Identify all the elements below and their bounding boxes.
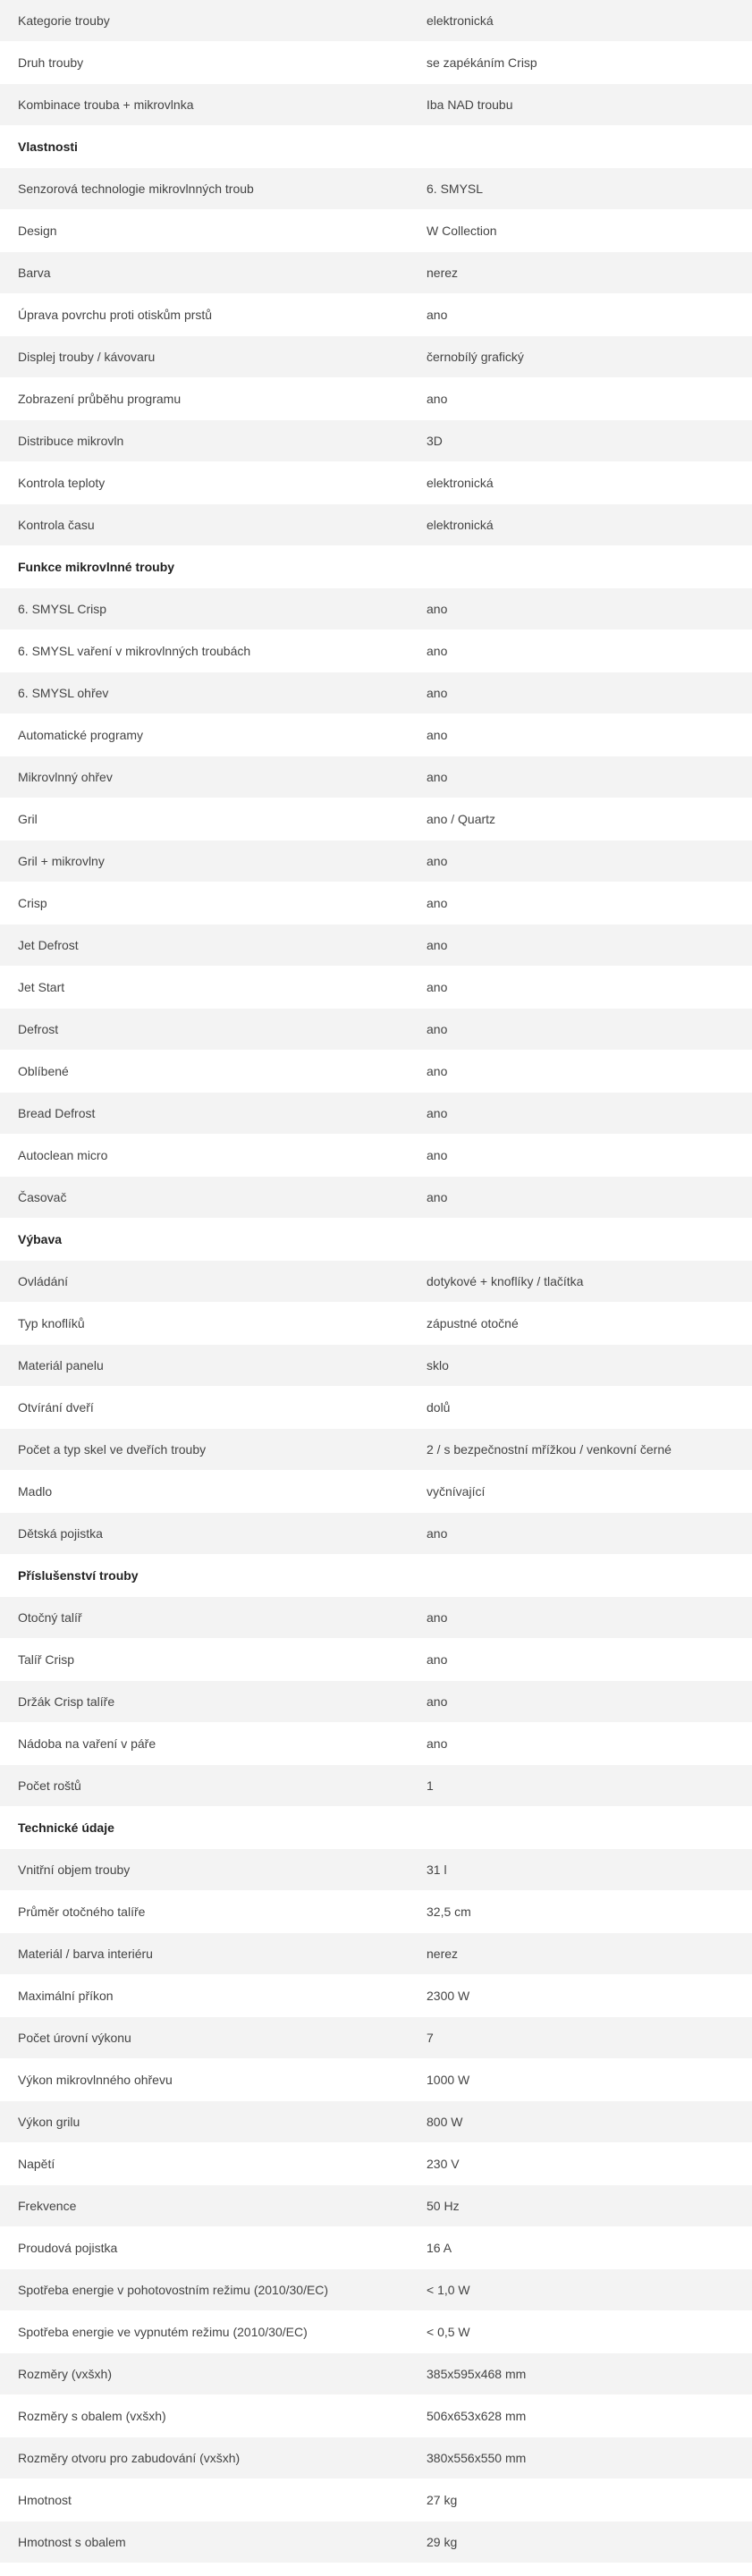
section-heading: Příslušenství trouby [18,1568,139,1583]
spec-name: Jet Defrost [18,938,79,952]
spec-name: Talíř Crisp [18,1652,75,1667]
spec-value: ano [427,686,448,700]
spec-row [0,1345,752,1386]
spec-row [0,967,752,1008]
spec-value: 380x556x550 mm [427,2451,527,2465]
section-heading: Vlastnosti [18,139,78,154]
spec-row [0,294,752,335]
spec-value: ano [427,1694,448,1709]
section-heading-row [0,126,752,167]
spec-row [0,1681,752,1722]
spec-value: černobílý grafický [427,350,524,364]
spec-name: Vnitřní objem trouby [18,1862,131,1877]
spec-row [0,2395,752,2437]
spec-value: < 1,0 W [427,2283,470,2297]
spec-value: ano [427,1736,448,1751]
spec-value: 2300 W [427,1989,470,2003]
spec-value: elektronická [427,476,494,490]
spec-row [0,1387,752,1428]
spec-row [0,1093,752,1134]
spec-value: ano [427,1652,448,1667]
spec-row [0,1975,752,2016]
spec-value: ano [427,1022,448,1036]
spec-name: Mikrovlnný ohřev [18,770,113,784]
spec-value: ano [427,854,448,868]
spec-row [0,1261,752,1302]
spec-value: zápustné otočné [427,1316,519,1330]
section-heading: Výbava [18,1232,63,1246]
spec-value: ano [427,896,448,910]
spec-name: Napětí [18,2157,55,2171]
spec-row [0,714,752,756]
spec-value: 800 W [427,2115,463,2129]
spec-value: ano [427,1610,448,1625]
spec-row [0,504,752,545]
spec-row [0,2185,752,2226]
spec-name: Frekvence [18,2199,77,2213]
spec-name: Otvírání dveří [18,1400,94,1415]
spec-name: Kombinace trouba + mikrovlnka [18,97,194,112]
spec-row [0,168,752,209]
spec-value: ano [427,1526,448,1541]
spec-row [0,1933,752,1974]
spec-row [0,2059,752,2100]
spec-value: W Collection [427,224,497,238]
spec-name: Zobrazení průběhu programu [18,392,182,406]
spec-value: 50 Hz [427,2199,460,2213]
spec-row [0,2437,752,2479]
spec-row [0,2143,752,2184]
spec-value: dolů [427,1400,451,1415]
spec-name: Autoclean micro [18,1148,108,1162]
spec-value: ano [427,1064,448,1078]
spec-value: ano [427,644,448,658]
spec-name: Gril [18,812,38,826]
spec-value: 3D [427,434,443,448]
spec-row [0,588,752,629]
spec-name: Rozměry s obalem (vxšxh) [18,2409,166,2423]
spec-name: Držák Crisp talíře [18,1694,115,1709]
spec-name: Nádoba na vaření v páře [18,1736,156,1751]
spec-value: < 0,5 W [427,2325,470,2339]
spec-name: Materiál panelu [18,1358,104,1372]
spec-value: 230 V [427,2157,460,2171]
spec-row [0,883,752,924]
spec-name: Defrost [18,1022,59,1036]
spec-value: ano [427,308,448,322]
spec-value: sklo [427,1358,449,1372]
spec-name: Jet Start [18,980,65,994]
spec-name: Spotřeba energie v pohotovostním režimu (2010/30/EC) [18,2283,329,2297]
spec-row [0,1135,752,1176]
spec-value: 6. SMYSL [427,182,484,196]
spec-row [0,42,752,83]
spec-name: Kategorie trouby [18,13,110,28]
spec-name: Senzorová technologie mikrovlnných troub [18,182,254,196]
spec-value: 29 kg [427,2535,458,2549]
spec-name: Dětská pojistka [18,1526,103,1541]
spec-row [0,2227,752,2268]
spec-name: Otočný talíř [18,1610,82,1625]
spec-row [0,1051,752,1092]
spec-value: ano [427,1106,448,1120]
spec-value: ano [427,1190,448,1204]
spec-row [0,2479,752,2521]
spec-value: ano [427,728,448,742]
spec-value: 32,5 cm [427,1905,471,1919]
spec-row [0,1597,752,1638]
spec-name: Automatické programy [18,728,144,742]
spec-row [0,1849,752,1890]
spec-value: 1000 W [427,2073,470,2087]
spec-value: se zapékáním Crisp [427,55,537,70]
spec-name: Počet úrovní výkonu [18,2031,131,2045]
spec-name: 6. SMYSL vaření v mikrovlnných troubách [18,644,251,658]
spec-name: Gril + mikrovlny [18,854,105,868]
spec-name: Rozměry (vxšxh) [18,2367,113,2381]
spec-name: Hmotnost s obalem [18,2535,126,2549]
spec-row [0,0,752,41]
spec-name: Počet roštů [18,1778,81,1793]
spec-row [0,2101,752,2142]
spec-value: ano [427,1148,448,1162]
spec-value: ano [427,770,448,784]
section-heading: Funkce mikrovlnné trouby [18,560,175,574]
spec-row [0,1765,752,1806]
spec-row [0,1513,752,1554]
spec-name: Časovač [18,1190,67,1204]
section-heading-row [0,1219,752,1260]
spec-row [0,2353,752,2394]
section-heading-row [0,1807,752,1848]
spec-name: Rozměry otvoru pro zabudování (vxšxh) [18,2451,241,2465]
spec-row [0,630,752,671]
spec-value: 27 kg [427,2493,458,2507]
spec-name: Oblíbené [18,1064,69,1078]
spec-value: nerez [427,266,459,280]
spec-name: Výkon mikrovlnného ohřevu [18,2073,173,2087]
spec-value: ano [427,980,448,994]
section-heading: Technické údaje [18,1820,114,1835]
spec-name: Displej trouby / kávovaru [18,350,156,364]
spec-row [0,336,752,377]
section-heading-row [0,1555,752,1596]
spec-value: elektronická [427,518,494,532]
spec-row [0,672,752,714]
spec-value: nerez [427,1947,459,1961]
spec-row [0,210,752,251]
spec-name: Kontrola času [18,518,95,532]
spec-name: Hmotnost [18,2493,72,2507]
spec-row [0,2521,752,2563]
spec-name: Maximální příkon [18,1989,114,2003]
spec-name: Spotřeba energie ve vypnutém režimu (2010/30/EC) [18,2325,308,2339]
spec-value: Iba NAD troubu [427,97,513,112]
spec-value: ano / Quartz [427,812,496,826]
spec-name: Distribuce mikrovln [18,434,124,448]
spec-row [0,378,752,419]
section-heading-row [0,546,752,587]
spec-row [0,1429,752,1470]
spec-value: 506x653x628 mm [427,2409,527,2423]
spec-name: 6. SMYSL Crisp [18,602,107,616]
spec-value: ano [427,392,448,406]
spec-value: 385x595x468 mm [427,2367,527,2381]
spec-row [0,462,752,503]
spec-row [0,2017,752,2058]
spec-name: Ovládání [18,1274,69,1288]
spec-value: 16 A [427,2241,452,2255]
spec-row [0,1009,752,1050]
spec-name: Druh trouby [18,55,84,70]
spec-value: 2 / s bezpečnostní mřížkou / venkovní černé [427,1442,672,1457]
spec-row [0,1177,752,1218]
spec-name: Proudová pojistka [18,2241,118,2255]
spec-row [0,1303,752,1344]
spec-name: Bread Defrost [18,1106,96,1120]
spec-name: Barva [18,266,51,280]
spec-row [0,2269,752,2310]
spec-value: ano [427,938,448,952]
spec-value: 7 [427,2031,434,2045]
spec-row [0,1723,752,1764]
spec-name: Design [18,224,57,238]
spec-row [0,252,752,293]
spec-row [0,1891,752,1932]
spec-value: dotykové + knoflíky / tlačítka [427,1274,584,1288]
spec-name: Kontrola teploty [18,476,106,490]
spec-value: elektronická [427,13,494,28]
spec-name: 6. SMYSL ohřev [18,686,109,700]
spec-name: Výkon grilu [18,2115,80,2129]
spec-name: Průměr otočného talíře [18,1905,146,1919]
spec-row [0,1471,752,1512]
spec-row [0,756,752,798]
spec-row [0,84,752,125]
spec-row [0,420,752,461]
spec-value: 1 [427,1778,434,1793]
spec-row [0,925,752,966]
spec-name: Crisp [18,896,47,910]
spec-value: 31 l [427,1862,447,1877]
spec-row [0,798,752,840]
spec-name: Materiál / barva interiéru [18,1947,153,1961]
spec-name: Úprava povrchu proti otiskům prstů [18,308,213,322]
spec-name: Počet a typ skel ve dveřích trouby [18,1442,207,1457]
spec-row [0,1639,752,1680]
spec-row [0,2311,752,2352]
spec-value: ano [427,602,448,616]
spec-value: vyčnívající [427,1484,486,1499]
spec-name: Madlo [18,1484,53,1499]
spec-name: Typ knoflíků [18,1316,85,1330]
spec-row [0,840,752,882]
